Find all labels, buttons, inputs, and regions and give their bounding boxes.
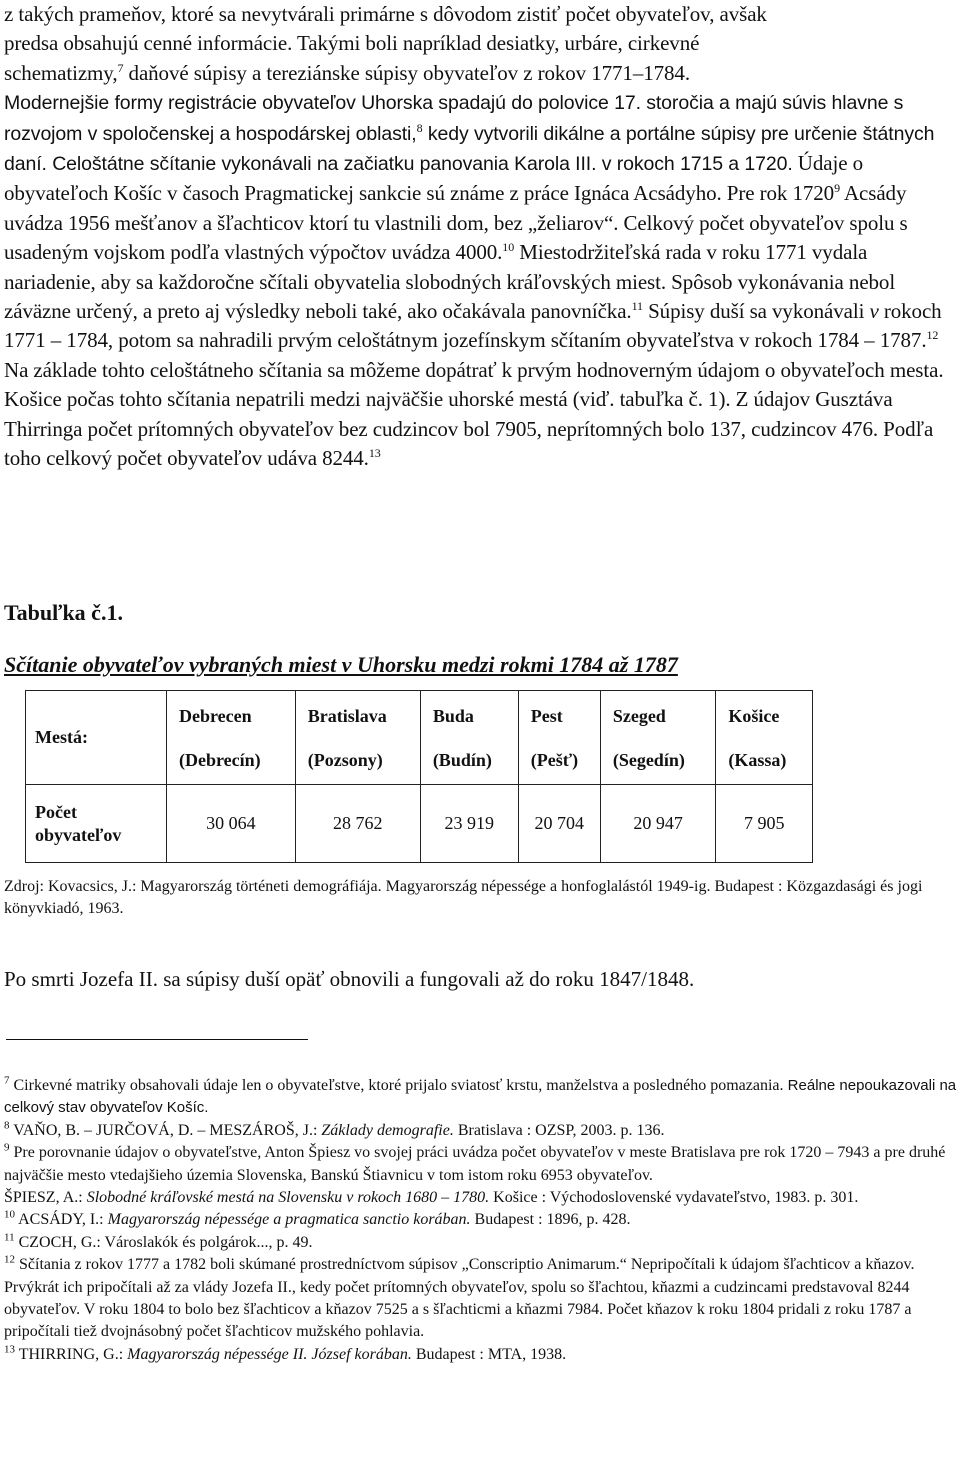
- table-source: Zdroj: Kovacsics, J.: Magyarország történeti demográfiája. Magyarország népessége a honfoglalástól 1949-ig. Budapest : Közgazdasági és jogi könyvkiadó, 1963.: [4, 878, 923, 917]
- body-line: predsa obsahujú cenné informácie. Takými boli napríklad desiatky, urbáre, cirkevné: [4, 31, 700, 56]
- footnote-ref[interactable]: 8: [416, 120, 423, 135]
- footnote-ref[interactable]: 13: [368, 446, 381, 461]
- body-text: Súpisy duší sa vykonávali: [642, 299, 870, 324]
- body-line: schematizmy,: [4, 60, 118, 85]
- body-text-sans: kedy vytvorili dikálne a portálne súpisy pre určenie štátnych daní. Celoštátne sčítanie vykonávali na začiatku panovania Karola III. v rokoch 1715 a 1720.: [4, 122, 935, 176]
- table-cell: 23 919: [420, 785, 518, 863]
- table-row-label: Počet obyvateľov: [26, 785, 167, 863]
- body-line: z takých prameňov, ktoré sa nevytvárali primárne s dôvodom zistiť počet obyvateľov, avšak: [4, 2, 767, 26]
- table-row: [26, 785, 813, 863]
- table-header-cell: Košice (Kassa): [716, 691, 813, 785]
- table-header-cell: Buda (Budín): [420, 691, 518, 785]
- footnote-separator: [6, 1039, 308, 1040]
- footnote-ref[interactable]: 7: [117, 60, 124, 75]
- table-cell: 20 704: [518, 785, 600, 863]
- footnote-ref[interactable]: 9: [834, 181, 840, 196]
- body-text: Acsády uvádza 1956 mešťanov a šľachticov ktorí tu vlastnili dom, bez „želiarov“. Celkový počet obyvateľov spolu s usadeným vojskom podľa vlastných výpočtov uvádza 4000.: [4, 181, 908, 265]
- footnotes: [4, 1075, 958, 1366]
- body-paragraph: [4, 0, 958, 474]
- body-line: daňové súpisy a tereziánske súpisy obyvateľov z rokov 1771–1784.: [123, 60, 690, 85]
- footnote-8: $^8$ VAŇO, B. – JURČOVÁ, D. – MESZÁROŠ, J.: Základy demografie. Bratislava : OZSP, 2003. p. 136.: [4, 1119, 665, 1139]
- table-row: [26, 691, 813, 785]
- table-caption: Sčítanie obyvateľov vybraných miest v Uhorsku medzi rokmi 1784 až 1787: [4, 652, 678, 677]
- footnote-7: $^7$ Cirkevné matriky obsahovali údaje len o obyvateľstve, ktoré prijalo sviatosť krstu, manželstva a posledného pomazania. Reálne nepoukazovali na celkový stav obyvateľov Košíc.: [4, 1074, 957, 1117]
- table-cell: 30 064: [167, 785, 296, 863]
- table-header-cell: Debrecen (Debrecín): [167, 691, 296, 785]
- footnote-ref[interactable]: 12: [926, 328, 939, 343]
- table-row-label: Mestá:: [26, 691, 167, 785]
- footnote-9: $^9$ Pre porovnanie údajov o obyvateľstve, Anton Špiesz vo svojej práci uvádza počet obyvateľov v meste Bratislava pre rok 1720 – 7943 a pre druhé najväčšie mesto vtedajšieho územia Slovenska, Banskú Štiavnicu v tom istom roku 6953 obyvateľov. ŠPIESZ, A.: Slobodné kráľovské mestá na Slovensku v rokoch 1680 – 1780. Košice : Východoslovenské vydavateľstvo, 1983. p. 301.: [4, 1141, 946, 1207]
- footnote-10: $^{10}$ ACSÁDY, I.: Magyarország népessége a pragmatica sanctio korában. Budapest : 1896, p. 428.: [4, 1209, 631, 1229]
- closing-sentence: Po smrti Jozefa II. sa súpisy duší opäť obnovili a fungovali až do roku 1847/1848.: [4, 967, 695, 991]
- table-header-cell: Szeged (Segedín): [600, 691, 716, 785]
- table-cell: 20 947: [600, 785, 716, 863]
- footnote-11: $^{11}$ CZOCH, G.: Városlakók és polgárok..., p. 49.: [4, 1231, 313, 1251]
- body-text-italic: v: [869, 299, 879, 324]
- population-table: [25, 690, 813, 863]
- table-cell: 7 905: [716, 785, 813, 863]
- footnote-ref[interactable]: 10: [502, 240, 515, 255]
- table-cell: 28 762: [295, 785, 420, 863]
- body-text-sans: Modernejšie formy registrácie obyvateľov Uhorska spadajú do polovice 17. storočia a majú súvis hlavne s rozvojom v spoločenskej a hospodárskej oblasti,: [4, 92, 904, 145]
- footnote-13: $^{13}$ THIRRING, G.: Magyarország népessége II. József korában. Budapest : MTA, 1938.: [4, 1343, 567, 1363]
- footnote-ref[interactable]: 11: [631, 299, 643, 314]
- footnote-12: $^{12}$ Sčítania z rokov 1777 a 1782 boli skúmané prostredníctvom súpisov „Conscriptio Animarum.“ Nepripočítali k údajom šľachticov a kňazov. Prvýkrát ich pripočítali až za vlády Jozefa II., kedy počet prítomných obyvateľov, spolu so šľachtou, kňazmi a cudzincami predstavoval 8244 obyvateľov. V roku 1804 to bolo bez šľachticov a kňazov 7525 a s šľachticmi a kňazmi 7984. Počet kňazov k roku 1804 pridali z roku 1787 a pripočítali tiež dvojnásobný počet šľachticov mužského pohlavia.: [4, 1253, 915, 1341]
- table-header-cell: Bratislava (Pozsony): [295, 691, 420, 785]
- table-header-cell: Pest (Pešť): [518, 691, 600, 785]
- body-text: Údaje o obyvateľoch Košíc v časoch Pragmatickej sankcie sú známe z práce Ignáca Acsádyho. Pre rok 1720: [4, 151, 863, 206]
- table-title: Tabuľka č.1.: [4, 600, 123, 625]
- body-text: Na základe tohto celoštátneho sčítania sa môžeme dopátrať k prvým hodnoverným údajom o obyvateľoch mesta. Košice počas tohto sčítania nepatrili medzi najväčšie uhorské mestá (viď. tabuľka č. 1). Z údajov Gusztáva Thirringa počet prítomných obyvateľov bez cudzincov bol 7905, neprítomných bolo 137, cudzincov 476. Podľa toho celkový počet obyvateľov udáva 8244.: [4, 357, 944, 471]
- body-text: rokoch 1771 – 1784, potom sa nahradili prvým celoštátnym jozefínskym sčítaním obyvateľstva v rokoch 1784 – 1787.: [4, 299, 942, 353]
- body-text: Miestodržiteľská rada v roku 1771 vydala nariadenie, aby sa každoročne sčítali obyvatelia slobodných kráľovských miest. Spôsob vykonávania nebol záväzne určený, a preto aj výsledky neboli také, ako očakávala panovníčka.: [4, 240, 896, 324]
